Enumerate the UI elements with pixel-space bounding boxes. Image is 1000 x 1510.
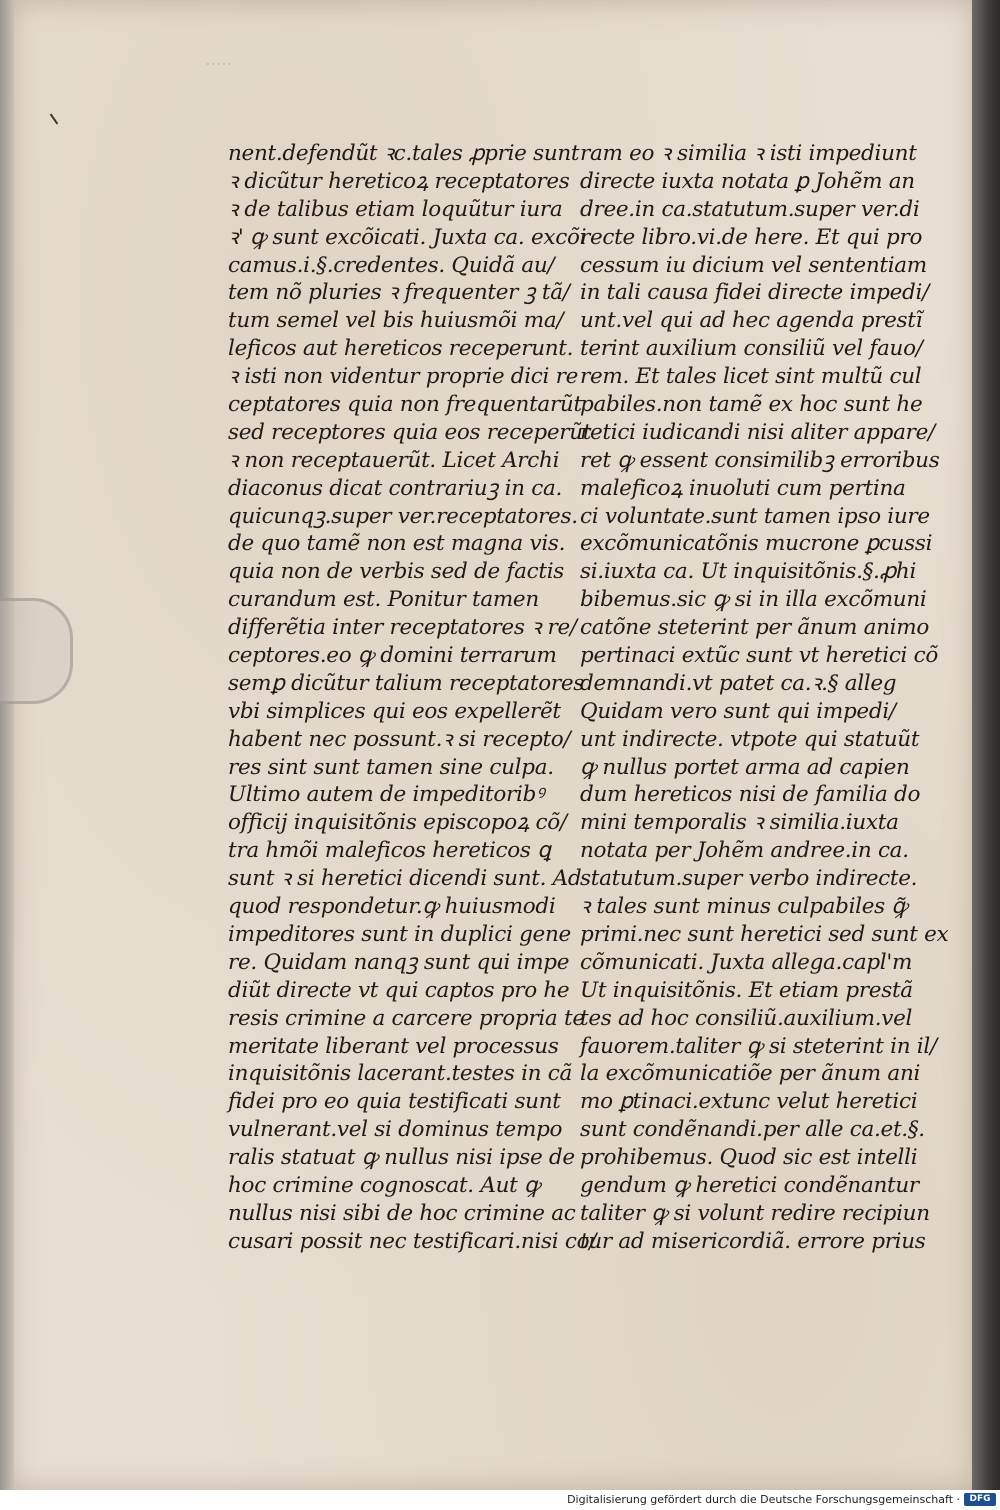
text-line: leficos aut hereticos receperunt.	[228, 336, 574, 362]
text-line: unt indirecte. vtpote qui statuũt	[580, 726, 920, 752]
text-line: pabiles.non tamẽ ex hoc sunt he	[580, 392, 923, 418]
text-line: in tali causa fidei directe impedi/	[580, 280, 930, 306]
text-line: Ultimo autem de impeditoribꝰ	[228, 782, 544, 808]
text-line: tem nõ pluries ꝛ frequenter ꝫ tã/	[228, 280, 570, 306]
text-line: ralis statuat ꝙ nullus nisi ipse de	[228, 1145, 575, 1171]
text-line: primi.nec sunt heretici sed sunt ex	[580, 921, 949, 947]
text-line: terint auxilium consiliũ vel fauo/	[580, 336, 923, 362]
text-line: tur ad misericordiã. errore prius	[580, 1228, 926, 1254]
text-line: unt.vel qui ad hec agenda prestĩ	[580, 308, 923, 334]
text-line: nullus nisi sibi de hoc crimine ac	[228, 1200, 576, 1226]
text-line: ci voluntate.sunt tamen ipso iure	[580, 503, 930, 529]
text-line: sed receptores quia eos receperũt	[228, 419, 592, 445]
text-line: vulnerant.vel si dominus tempo	[228, 1117, 563, 1143]
text-line: quicunqꝫ.super ver.receptatores.	[228, 503, 578, 529]
text-line: sunt ꝛ si heretici dicendi sunt. Ad	[228, 866, 582, 892]
text-line: resis crimine a carcere propria te	[228, 1005, 585, 1031]
text-line: si.iuxta ca. Ut inquisitõnis.§.ꝓhi	[580, 559, 917, 585]
text-line: ꝛ tales sunt minus culpabiles ꝙ̃	[580, 894, 908, 920]
text-line: quod respondetur.ꝙ huiusmodi	[228, 894, 556, 920]
text-line: inquisitõnis lacerant.testes in cã	[228, 1061, 573, 1087]
text-line: directe iuxta notata ꝑ Johẽm an	[580, 168, 915, 194]
dfg-credit-text: Digitalisierung gefördert durch die Deutsche Forschungsgemeinschaft ·	[567, 1493, 960, 1506]
text-line: cusari possit nec testificari.nisi co/	[228, 1228, 597, 1254]
text-line: dree.in ca.statutum.super ver.di	[580, 196, 920, 222]
text-line: tum semel vel bis huiusmõi ma/	[228, 308, 564, 334]
text-line: cõmunicati. Juxta allega.capl'm	[580, 949, 913, 975]
text-line: fauorem.taliter ꝙ si steterint in il/	[580, 1033, 937, 1059]
text-line: notata per Johẽm andree.in ca.	[580, 838, 909, 864]
text-line: tes ad hoc consiliũ.auxilium.vel	[580, 1005, 913, 1031]
text-line: excõmunicatõnis mucrone ꝑcussi	[580, 531, 933, 557]
page-edge-left	[0, 0, 14, 1490]
text-line: ret ꝙ essent consimilibꝫ erroribus	[580, 447, 940, 473]
text-line: statutum.super verbo indirecte.	[580, 866, 918, 892]
text-line: meritate liberant vel processus	[228, 1033, 559, 1059]
ink-mark	[50, 114, 59, 125]
text-line: la excõmunicatiõe per ãnum ani	[580, 1061, 921, 1087]
text-line: maleficoꝝ inuoluti cum pertina	[580, 475, 906, 501]
text-line: demnandi.vt patet ca.ꝛ.§ alleg	[580, 670, 897, 696]
text-line: recte libro.vi.de here. Et qui pro	[580, 224, 923, 250]
text-line: camus.i.§.credentes. Quidã au/	[228, 252, 555, 278]
text-line: nent.defendũt ꝛc.tales ꝓprie sunt	[228, 141, 580, 166]
text-line: officij inquisitõnis episcopoꝝ cõ/	[228, 810, 567, 836]
show-through-text: ·····	[205, 55, 233, 75]
text-line: taliter ꝙ si volunt redire recipiun	[580, 1200, 930, 1226]
text-line: ꝛ de talibus etiam loquũtur iura	[228, 196, 563, 222]
text-line: rem. Et tales licet sint multũ cul	[580, 364, 922, 390]
left-text-column	[228, 140, 597, 1256]
text-line: Quidam vero sunt qui impedi/	[580, 698, 896, 724]
text-line: gendum ꝙ heretici condẽnantur	[580, 1172, 919, 1198]
text-line: ceptatores quia non frequentarũt	[228, 392, 582, 418]
text-line: mo ꝑtinaci.extunc velut heretici	[580, 1089, 918, 1115]
text-line: prohibemus. Quod sic est intelli	[580, 1145, 918, 1171]
text-line: differẽtia inter receptatores ꝛ re/	[228, 615, 577, 641]
text-line: hoc crimine cognoscat. Aut ꝙ	[228, 1172, 540, 1198]
dfg-logo: DFG	[964, 1493, 996, 1506]
text-line: vbi simplices qui eos expellerẽt	[228, 698, 561, 724]
text-line: ceptores.eo ꝙ domini terrarum	[228, 643, 557, 669]
text-line: habent nec possunt.ꝛ si recepto/	[228, 726, 571, 752]
text-line: bibemus.sic ꝙ si in illa excõmuni	[580, 587, 927, 613]
book-binding-edge	[972, 0, 1000, 1490]
text-line: pertinaci extũc sunt vt heretici cõ	[580, 643, 939, 669]
text-line: tra hmõi maleficos hereticos ꝗ	[228, 838, 551, 864]
text-line: de quo tamẽ non est magna vis.	[228, 531, 566, 557]
text-line: quia non de verbis sed de factis	[228, 559, 565, 585]
text-line: Ut inquisitõnis. Et etiam prestã	[580, 977, 913, 1003]
text-line: ꝛ isti non videntur proprie dici re	[228, 364, 579, 390]
text-line: fidei pro eo quia testificati sunt	[228, 1089, 561, 1115]
right-text-column	[580, 140, 949, 1256]
text-line: re. Quidam nanqꝫ sunt qui impe	[228, 949, 570, 975]
text-line: res sint sunt tamen sine culpa.	[228, 754, 554, 780]
text-line: diũt directe vt qui captos pro he	[228, 977, 570, 1003]
text-line: impeditores sunt in duplici gene	[228, 921, 571, 947]
text-line: ꝙ nullus portet arma ad capien	[580, 754, 910, 780]
text-line: sunt condẽnandi.per alle ca.et.§.	[580, 1117, 925, 1143]
text-line: ꝛ non receptauerũt. Licet Archi	[228, 447, 560, 473]
page-clip	[0, 598, 73, 704]
text-line: retici iudicandi nisi aliter appare/	[580, 419, 935, 445]
text-line: ꝛ' ꝙ sunt excõicati. Juxta ca. excõi	[228, 224, 587, 250]
text-line: curandum est. Ponitur tamen	[228, 587, 539, 613]
text-line: ꝛ dicũtur hereticoꝝ receptatores	[228, 168, 570, 194]
text-line: ram eo ꝛ similia ꝛ isti impediunt	[580, 141, 917, 166]
text-line: catõne steterint per ãnum animo	[580, 615, 929, 641]
text-line: diaconus dicat contrariuꝫ in ca.	[228, 475, 563, 501]
book-page	[10, 0, 975, 1490]
text-line: semꝑ dicũtur talium receptatores	[228, 670, 585, 696]
text-line: dum hereticos nisi de familia do	[580, 782, 921, 808]
digitization-footer	[0, 1490, 1000, 1510]
text-line: mini temporalis ꝛ similia.iuxta	[580, 810, 899, 836]
text-line: cessum iu dicium vel sententiam	[580, 252, 927, 278]
